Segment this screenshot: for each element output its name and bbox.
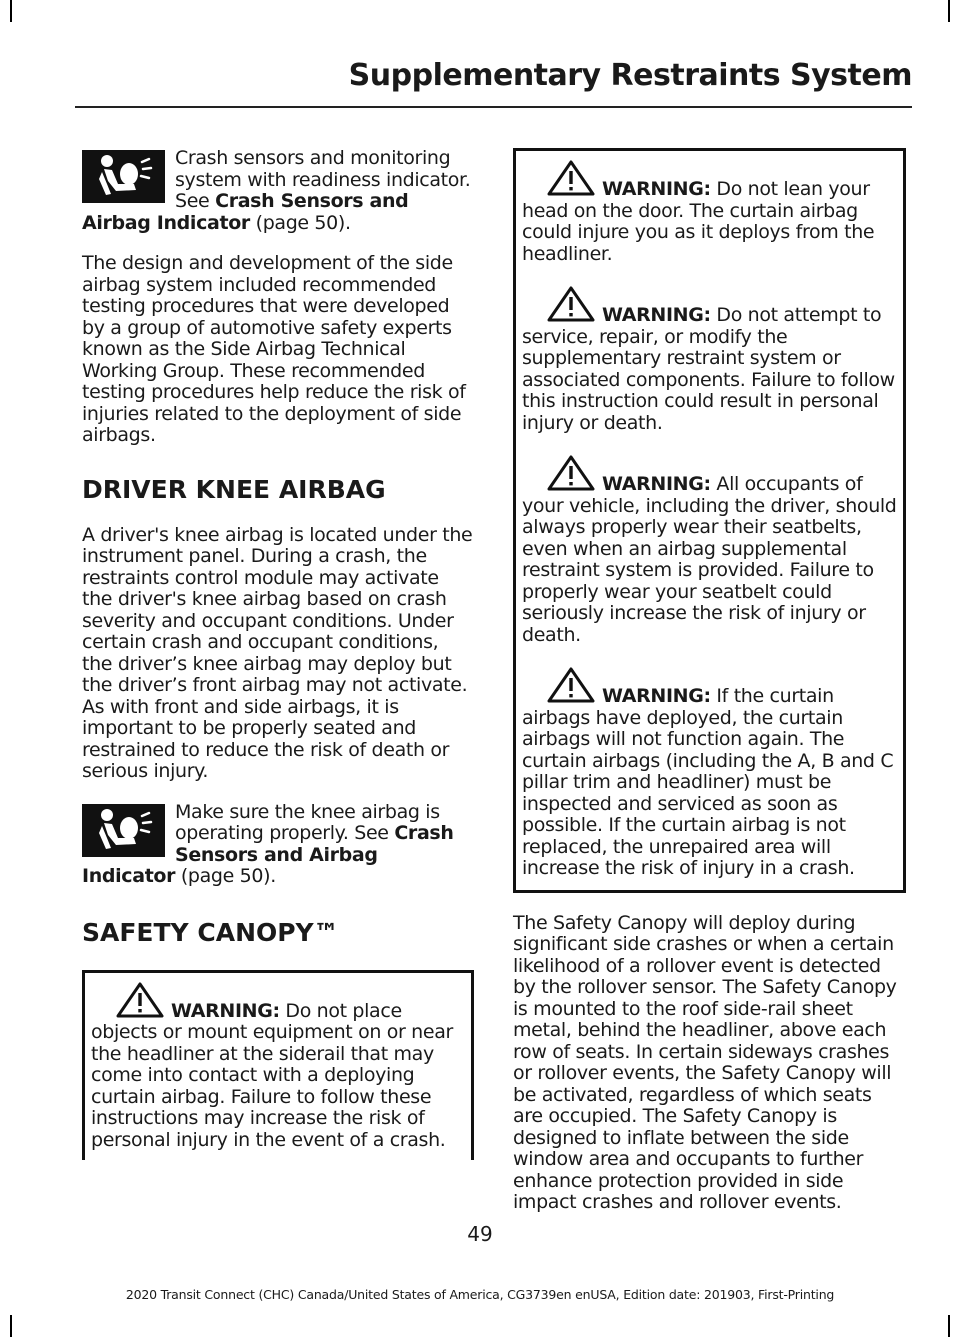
warning-label: WARNING: xyxy=(602,178,711,200)
knee-airbag-check-paragraph xyxy=(82,802,474,888)
side-airbag-paragraph: The design and development of the side airbag system included recommended testing procedures that were developed by a group of automotive safety experts known as the Side Airbag Technical Working Group. These recommended testing procedures help reduce the risk of injuries related to the deployment of side airbags. xyxy=(82,252,466,446)
page-title: Supplementary Restraints System xyxy=(348,58,912,93)
warning-text: Do not attempt to service, repair, or modify the supplementary restraint system or associated components. Failure to follow this instruction could result in personal injury or death. xyxy=(522,304,895,434)
warning-label: WARNING: xyxy=(602,304,711,326)
warning-box xyxy=(82,970,474,1160)
crop-mark xyxy=(10,0,12,22)
right-column xyxy=(513,148,906,1233)
warning-triangle-icon xyxy=(546,666,596,704)
warning-triangle-icon xyxy=(546,159,596,197)
warning-triangle-icon xyxy=(546,454,596,492)
knee-airbag-check-text: Make sure the knee airbag is operating properly. See xyxy=(175,800,440,844)
airbag-indicator-text: Crash sensors and monitoring system with readiness indicator. See xyxy=(175,147,471,212)
warning-item xyxy=(522,666,897,880)
crop-mark xyxy=(10,1315,12,1337)
crop-mark xyxy=(948,1315,950,1337)
airbag-indicator-paragraph xyxy=(82,148,474,234)
warning-item xyxy=(522,159,897,265)
warning-text: If the curtain airbags have deployed, the curtain airbags will not function again. The curtain airbags (including the A, B and C pillar trim and headliner) must be inspected and serviced as soon as possible. If the curtain airbag is not replaced, the unrepaired area will increase the risk of injury in a crash. xyxy=(522,685,894,879)
warning-label: WARNING: xyxy=(171,999,280,1022)
warning-text: Do not place objects or mount equipment on or near the headliner at the siderail that may come into contact with a deploying curtain airbag. Failure to follow these instructions may increase the risk of personal injury in the event of a crash. xyxy=(91,999,453,1151)
crash-sensors-link[interactable]: Crash Sensors and Airbag Indicator xyxy=(82,190,409,234)
warning-label: WARNING: xyxy=(602,473,711,495)
left-column xyxy=(82,148,474,1160)
safety-canopy-paragraph: The Safety Canopy will deploy during significant side crashes or when a certain likelihood of a rollover event is detected by the rollover sensor. The Safety Canopy is mounted to the roof side-rail sheet metal, behind the headliner, above each row of seats. In certain sideways crashes or rollover events, the Safety Canopy will be activated, regardless of which seats are occupied. The Safety Canopy is designed to inflate between the side window area and occupants to further enhance protection provided in side impact crashes and rollover events. xyxy=(513,911,897,1213)
crash-sensors-link[interactable]: Crash Sensors and Airbag Indicator xyxy=(82,822,454,887)
warning-label: WARNING: xyxy=(602,685,711,707)
warning-item xyxy=(91,981,465,1152)
warning-box xyxy=(513,148,906,893)
warning-text: All occupants of your vehicle, including the driver, should always properly wear their seatbelts, even when an airbag supplemental restraint system is provided. Failure to properly wear your seatbelt could seriously increase the risk of injury or death. xyxy=(522,473,897,646)
crop-mark xyxy=(948,0,950,22)
footer-edition-info: 2020 Transit Connect (CHC) Canada/United States of America, CG3739en enUSA, Edition date: 201903, First-Printing xyxy=(125,1287,835,1302)
knee-airbag-paragraph: A driver's knee airbag is located under the instrument panel. During a crash, the restraints control module may activate the driver's knee airbag based on crash severity and occupant conditions. Under certain crash and occupant conditions, the driver’s knee airbag may deploy but the driver’s front airbag may not activate. As with front and side airbags, it is important to be properly seated and restrained to reduce the risk of death or serious injury. xyxy=(82,523,473,782)
section-heading-knee-airbag: DRIVER KNEE AIRBAG xyxy=(82,474,386,504)
airbag-indicator-icon xyxy=(82,150,165,203)
page-ref: (page 50). xyxy=(175,865,276,887)
airbag-indicator-icon xyxy=(82,804,165,857)
warning-item xyxy=(522,454,897,646)
warning-triangle-icon xyxy=(115,981,165,1019)
warning-text: Do not lean your head on the door. The curtain airbag could injure you as it deploys from the headliner. xyxy=(522,178,875,265)
header-rule xyxy=(75,106,912,108)
warning-item xyxy=(522,285,897,434)
page-ref: (page 50). xyxy=(249,211,351,234)
section-heading-safety-canopy: SAFETY CANOPY™ xyxy=(82,917,339,947)
warning-triangle-icon xyxy=(546,285,596,323)
page-number: 49 xyxy=(467,1222,493,1246)
